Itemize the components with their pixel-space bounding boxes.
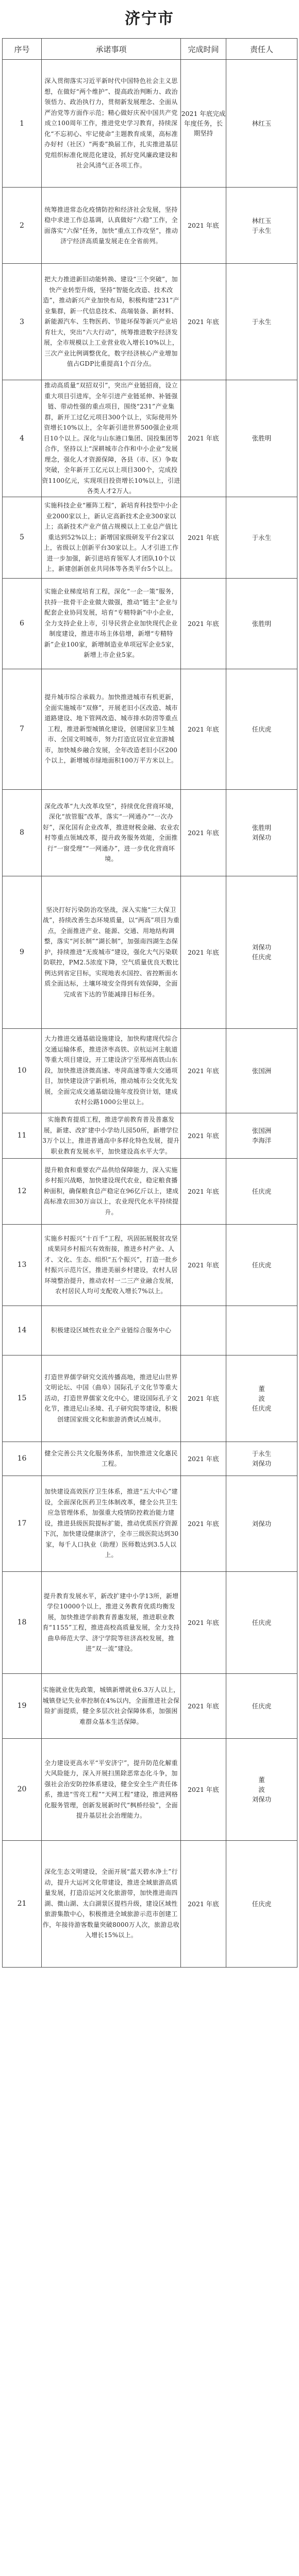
row-time: 2021 年底 (181, 1113, 226, 1158)
row-no: 16 (3, 1442, 42, 1476)
row-owner: 任庆虎 (226, 1571, 297, 1673)
table-row (3, 1028, 297, 1113)
table-row (3, 188, 297, 264)
row-no: 3 (3, 264, 42, 380)
row-owner: 任庆虎 (226, 1840, 297, 1967)
row-no: 15 (3, 1355, 42, 1442)
row-item: 坚决打好污染防治攻坚战，深入实施“三大保卫战”，持续改善生态环境质量，以“两高”项目为重点，全面推进产业、能源、交通、用地结构调整，落实“河长制”“湖长制”，加强南四湖生态保护，持续推进“无废城市”建设，强化大气污染联防联控，PM2.5浓度下降，空气质量优良天数比例达到省定目标，实现地表水国控、省控断面水质全面达标，土壤环境安全得到有效保障，全面完成省下达的节能减排目标任务。 (42, 876, 181, 1028)
row-owner: 刘保功 (226, 1476, 297, 1571)
header-item: 承诺事项 (42, 39, 181, 60)
table-row (3, 264, 297, 380)
row-no: 5 (3, 497, 42, 578)
row-time: 2021 年底完成年度任务，长期坚持 (181, 60, 226, 188)
header-no: 序号 (3, 39, 42, 60)
table-row (3, 497, 297, 578)
row-item: 实施企业梯度培育工程，深化“一企一策”服务，扶持一批骨干企业做大做强，推动“链主”企业与配套企业协同发展，培育“专精特新”中小企业，全力支持企业上市，引导民营企业加快现代企业制度建设，推进市场主体倍增，新增“专精特新”企业100家，新增制造业单项冠军企业5家，新增上市企业5家。 (42, 578, 181, 669)
row-no: 20 (3, 1738, 42, 1840)
row-item: 提升教育发展水平，新改扩建中小学13所，新增学位10000个以上，推进义务教育优质均衡发展，加快推进学前教育普惠发展，推进职业教育“1155”工程，推进高校高质量发展，全力支持曲阜师范大学、济宁学院等驻济高校发展，推进“双一流”建设。 (42, 1571, 181, 1673)
table-row (3, 1355, 297, 1442)
table-header-row (3, 39, 297, 60)
row-item: 积极建设区域性农业全产业链综合服务中心 (42, 1306, 181, 1355)
row-no: 13 (3, 1224, 42, 1306)
row-no: 4 (3, 380, 42, 497)
table-row (3, 1113, 297, 1158)
row-item: 统筹推进常态化疫情防控和经济社会发展，坚持稳中求进工作总基调，认真做好“六稳”工作，全面落实“六保”任务，加快“重点工作攻坚”，推动济宁经济高质量发展走在全省前列。 (42, 188, 181, 264)
row-owner: 刘保功 任庆虎 (226, 876, 297, 1028)
row-no: 2 (3, 188, 42, 264)
row-no: 14 (3, 1306, 42, 1355)
row-time: 2021 年底 (181, 876, 226, 1028)
table-row (3, 1306, 297, 1355)
row-no: 8 (3, 789, 42, 876)
row-item: 全力建设更高水平“平安济宁”，提升防范化解重大风险能力，深入开展扫黑除恶常态化斗争，加强社会治安防控体系建设，健全安全生产责任体系，推进“雪亮工程”“天网工程”建设，推进网格化服务管理，创新发展新时代“枫桥经验”，全面提升基层社会治理能力。 (42, 1738, 181, 1840)
row-item: 提升粮食和重要农产品供给保障能力，深入实施乡村振兴战略，加快建设现代农业，稳定粮食播种面积，确保粮食总产稳定在96亿斤以上，建成高标准农田30万亩以上，农业现代化水平持续提升。 (42, 1158, 181, 1224)
row-time: 2021 年底 (181, 669, 226, 789)
page-title: 济宁市 (125, 10, 174, 27)
row-time: 2021 年底 (181, 380, 226, 497)
row-no: 6 (3, 578, 42, 669)
row-owner: 林红玉 于永生 (226, 188, 297, 264)
row-item: 深化生态文明建设，全面开展“蓝天碧水净土”行动，提升大运河文化带建设，推进全域旅游高质量发展，打造沿运河文化旅游带，加快推进南四湖、微山湖、太白湖景区提档升级，建设区域性旅游集散中心，积极推进全域旅游示范市创建工作，年接待游客数量突破8000万人次，旅游总收入增长15%以上。 (42, 1840, 181, 1967)
row-item: 提升城市综合承载力。加快推进城市有机更新，全面实施城市“双修”，开展老旧小区改造、城市道路建设、地下管网改造、城市排水防涝等重点工程，推进新型城镇化建设，创建国家卫生城市、全国文明城市，努力打造宜居宜业宜游城市，加快城乡融合发展，全年改造老旧小区200个以上，新增城市绿地面积100万平方米以上。 (42, 669, 181, 789)
row-no: 18 (3, 1571, 42, 1673)
row-owner: 张国洲 (226, 1028, 297, 1113)
row-owner: 任庆虎 (226, 1224, 297, 1306)
row-owner (226, 1306, 297, 1355)
row-time: 2021 年底 (181, 1158, 226, 1224)
table-row (3, 1476, 297, 1571)
table-row (3, 380, 297, 497)
row-owner: 任庆虎 (226, 669, 297, 789)
row-item: 深化改革“九大改革攻坚”，持续优化营商环境，深化“放管服”改革，落实“一网通办”“一次办好”，深化国有企业改革，推进财税金融、农业农村等重点领域改革，提升政务服务效能，全面推行“一窗受理”“一网通办”，进一步优化营商环境。 (42, 789, 181, 876)
table-row (3, 1158, 297, 1224)
row-time (181, 1306, 226, 1355)
row-time: 2021 年底 (181, 1224, 226, 1306)
row-owner: 张国洲 李海洋 (226, 1113, 297, 1158)
row-owner: 任庆虎 (226, 1158, 297, 1224)
row-item: 实施乡村振兴“十百千”工程，巩固拓展脱贫攻坚成果同乡村振兴有效衔接，推进乡村产业、人才、文化、生态、组织“五个振兴”，打造一批乡村振兴示范片区，推进美丽乡村建设，农村人居环境整治提升，推动农村一二三产业融合发展，农村居民人均可支配收入增长7%以上。 (42, 1224, 181, 1306)
row-no: 10 (3, 1028, 42, 1113)
row-time: 2021 年底 (181, 264, 226, 380)
row-owner: 于永生 (226, 264, 297, 380)
row-no: 11 (3, 1113, 42, 1158)
header-owner: 责任人 (226, 39, 297, 60)
header-time: 完成时间 (181, 39, 226, 60)
row-no: 21 (3, 1840, 42, 1967)
row-time: 2021 年底 (181, 188, 226, 264)
row-item: 把大力推进新旧动能转换、建设“三个突破”，加快产业转型升级，坚持“智能化改造、技术改造”，推动新兴产业加快布局，积极构建“231”产业集群，新一代信息技术、高端装备、新材料、新能源汽车、生物医药、节能环保等新兴产业培育壮大，突出“六大行动”，统筹推进数字经济发展，全市规模以上工业营业收入增长10%以上，三次产业比例调整优化，数字经济核心产业增加值占GDP比重提高1个百分点。 (42, 264, 181, 380)
table-body (3, 60, 297, 1968)
table-row (3, 1673, 297, 1738)
table-row (3, 1738, 297, 1840)
row-time: 2021 年底 (181, 1442, 226, 1476)
row-time: 2021 年底 (181, 1840, 226, 1967)
row-item: 实施就业优先政策，城镇新增就业6.3万人以上，城镇登记失业率控制在4%以内，全面推进社会保险扩面提质，健全多层次社会保障体系，加强困难群众基本生活保障。 (42, 1673, 181, 1738)
table-row (3, 1571, 297, 1673)
row-owner: 任庆虎 (226, 1673, 297, 1738)
row-item: 推动高质量“双招双引”，突出产业链招商，设立重大项目引进库，全年引进产业链延伸、补链强链、带动性强的重点项目，围绕“231”产业集群，新开工过亿元项目300个以上，实际使用外资增长10%以上，全年新引进世界500强企业项目10个以上。深化与山东港口集团、国投集团等合作，坚持以上“深耕城市合作和中小企业”发展理念，强化人才资源保障，各县（市、区）争取突破，全年新开工亿元以上项目300个，完成投资1100亿元，实现项目投资增长10%以上，引进各类人才2万人。 (42, 380, 181, 497)
table-row (3, 1840, 297, 1967)
row-owner: 于永生 刘保功 (226, 1442, 297, 1476)
row-time: 2021 年底 (181, 497, 226, 578)
row-owner: 于永生 (226, 497, 297, 578)
table-row (3, 1224, 297, 1306)
row-item: 打造世界儒学研究交流传播高地，推进尼山世界文明论坛、中国（曲阜）国际孔子文化节等重大活动，打造世界儒家文化中心，建设国际孔子文化节，推进尼山圣境、孔子研究院等建设，积极创建国家级文化和旅游消费试点城市。 (42, 1355, 181, 1442)
table-row (3, 1442, 297, 1476)
row-owner: 董 波 刘保功 (226, 1738, 297, 1840)
row-time: 2021 年底 (181, 1355, 226, 1442)
commitment-table (2, 38, 297, 1968)
table-row (3, 578, 297, 669)
row-item: 实施教育提质工程，推进学前教育普及普惠发展，新建、改扩建中小学幼儿园50所，新增学位3万个以上，推进普通高中多样化特色发展，提升职业教育发展水平，加快建设高水平大学。 (42, 1113, 181, 1158)
row-no: 1 (3, 60, 42, 188)
row-time: 2021 年底 (181, 578, 226, 669)
row-owner: 林红玉 (226, 60, 297, 188)
row-time: 2021 年底 (181, 1673, 226, 1738)
row-time: 2021 年底 (181, 1028, 226, 1113)
table-row (3, 876, 297, 1028)
row-time: 2021 年底 (181, 1738, 226, 1840)
row-item: 健全完善公共文化服务体系，加快推进文化惠民工程。 (42, 1442, 181, 1476)
row-owner: 张胜明 刘保功 (226, 789, 297, 876)
table-row (3, 669, 297, 789)
row-item: 深入贯彻落实习近平新时代中国特色社会主义思想，在做好“两个维护”、提高政治判断力、政治领悟力、政治执行力，贯彻新发展理念、全面从严治党等方面作示范；精心做好庆祝中国共产党成立100周年工作，推进党史学习教育，持续深化“不忘初心、牢记使命”主题教育成果，高标准办好村（社区）“两委”换届工作，扎实推进基层党组织标准化规范化建设，抓好党风廉政建设和社会风清气正各项工作。 (42, 60, 181, 188)
row-no: 12 (3, 1158, 42, 1224)
row-item: 加快建设高效医疗卫生体系，推进“五大中心”建设，全面深化医药卫生体制改革，健全公共卫生应急管理体系，加强重大疫情防控救治能力建设，推进县级医院提标扩能，推动优质医疗资源下沉，加快建设健康济宁，全市三级医院达到30家，每千人口执业（助理）医师数达到3.5人以上。 (42, 1476, 181, 1571)
row-time: 2021 年底 (181, 1571, 226, 1673)
row-time: 2021 年底 (181, 789, 226, 876)
row-item: 实施科技企业“雁阵工程”，新培育科技型中小企业2000家以上，新认定高新技术企业300家以上；高新技术产业产值占规模以上工业总产值比重达到52%以上；新增国家级研发平台2家以上，省级以上创新平台30家以上。人才引进工作进一步加强，新引进培育领军人才团队10个以上，新建创新创业共同体等各类平台5个以上。 (42, 497, 181, 578)
row-no: 19 (3, 1673, 42, 1738)
table-row (3, 60, 297, 188)
row-no: 9 (3, 876, 42, 1028)
row-owner: 张胜明 (226, 578, 297, 669)
row-time: 2021 年底 (181, 1476, 226, 1571)
row-owner: 张胜明 (226, 380, 297, 497)
table-row (3, 789, 297, 876)
row-owner: 董 波 任庆虎 (226, 1355, 297, 1442)
row-no: 17 (3, 1476, 42, 1571)
row-item: 大力推进交通基础设施建设，加快构建现代综合交通运输体系，推进济枣高铁、京杭运河主航道等重大项目建设，开工建设济宁至郑州高铁山东段，加快推进济微高速、枣菏高速等重大交通项目，加快建设济宁新机场，推动城市公交优先发展，全面完成交通基础设施年度投资计划，建成农村公路1000公里以上。 (42, 1028, 181, 1113)
row-no: 7 (3, 669, 42, 789)
